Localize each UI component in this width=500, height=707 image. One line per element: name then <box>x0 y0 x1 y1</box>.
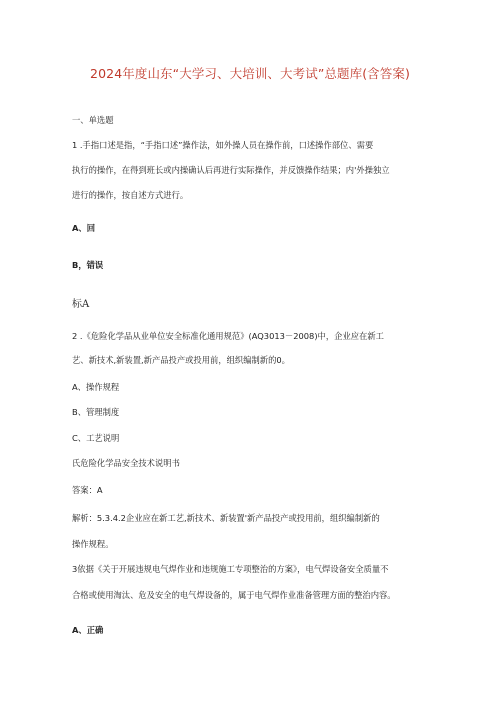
question-2-answer: 答案：A <box>72 485 103 495</box>
question-2-line-2: 艺、新技术,新装置,新产品投产或投用前，组织编制新的0。 <box>72 355 290 365</box>
question-2-option-c: C、工艺说明 <box>72 433 120 443</box>
question-1-option-b: B，错误 <box>72 260 104 270</box>
question-1-line-3: 进行的操作，按自述方式进行。 <box>72 190 189 200</box>
question-2-analysis-line-2: 操作规程。 <box>72 539 114 549</box>
section-heading: 一、单选题 <box>72 115 114 125</box>
question-3-option-a: A、正确 <box>72 625 104 635</box>
question-1-answer: 标A <box>72 299 90 310</box>
question-3-line-1: 3依据《关于开展违规电气焊作业和违规施工专项整治的方案》，电气焊设备安全质量不 <box>72 564 389 574</box>
question-2-option-d: 氏危险化学品安全技术说明书 <box>72 458 180 468</box>
question-2-option-a: A、操作规程 <box>72 382 120 392</box>
question-2-line-1: 2 .《危险化学品从业单位安全标准化通用规范》(AQ3013－2008)中，企业应在新工 <box>72 331 384 341</box>
question-1-line-1: 1 .手指口述是指，“手指口述”操作法，如外操人员在操作前，口述操作部位、需要 <box>72 140 374 150</box>
question-3-line-2: 合格或使用淘汰、危及安全的电气焊设备的，属于电气焊作业准备管理方面的整治内容。 <box>72 590 396 600</box>
question-2-option-b: B、管理制度 <box>72 407 120 417</box>
question-1-option-a: A、回 <box>72 223 96 233</box>
question-2-analysis-line-1: 解析：5.3.4.2企业应在新工艺,新技术、新装置'新产品投产或投用前，组织编制新的 <box>72 513 380 523</box>
document-title: 2024年度山东“大学习、大培训、大考试”总题库(含答案) <box>90 66 410 81</box>
question-1-line-2: 执行的操作，在得到班长或内操确认后再进行实际操作，并反馈操作结果；内'外操独立 <box>72 165 390 175</box>
